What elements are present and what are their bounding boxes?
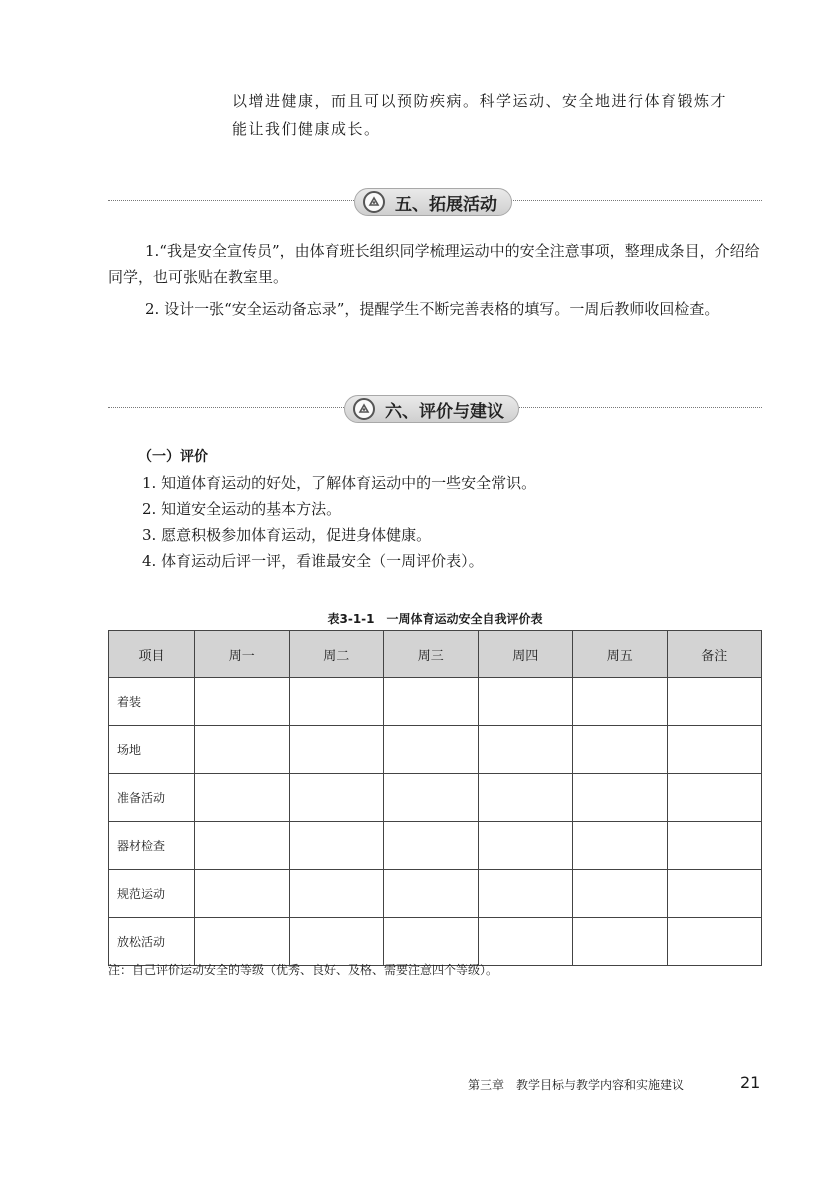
evaluation-subheading: （一）评价 — [138, 449, 208, 465]
table-cell[interactable] — [195, 918, 290, 966]
table-row — [109, 822, 762, 870]
table-cell[interactable] — [478, 678, 573, 726]
table-row — [109, 678, 762, 726]
table-caption: 表3-1-1 一周体育运动安全自我评价表 — [327, 612, 543, 626]
table-cell[interactable] — [573, 870, 668, 918]
chapter-footer: 第三章 教学目标与教学内容和实施建议 — [468, 1078, 685, 1092]
intro-line-1: 以增进健康，而且可以预防疾病。科学运动、安全地进行体育锻炼才 — [232, 92, 728, 110]
table-cell[interactable] — [289, 918, 384, 966]
section-icon — [363, 191, 385, 213]
evaluation-item-4: 4. 体育运动后评一评，看谁最安全（一周评价表）。 — [142, 552, 484, 570]
section-icon — [353, 398, 375, 420]
page-number: 21 — [740, 1073, 761, 1092]
evaluation-item-2: 2. 知道安全运动的基本方法。 — [142, 500, 342, 518]
evaluation-item-1: 1. 知道体育运动的好处，了解体育运动中的一些安全常识。 — [142, 474, 537, 492]
table-cell[interactable] — [478, 918, 573, 966]
header-wednesday: 周三 — [384, 631, 479, 678]
table-header-row — [109, 631, 762, 678]
table-cell[interactable] — [667, 870, 762, 918]
section-5-item-2: 2. 设计一张“安全运动备忘录”，提醒学生不断完善表格的填写。一周后教师收回检查。 — [145, 300, 720, 318]
table-cell[interactable] — [289, 870, 384, 918]
table-cell[interactable] — [384, 774, 479, 822]
table-cell[interactable] — [573, 774, 668, 822]
section-5-pill — [354, 188, 512, 216]
table-cell[interactable] — [667, 678, 762, 726]
row-label: 放松活动 — [109, 918, 195, 966]
evaluation-table — [108, 630, 762, 966]
table-cell[interactable] — [573, 822, 668, 870]
table-cell[interactable] — [478, 726, 573, 774]
table-cell[interactable] — [667, 726, 762, 774]
row-label: 准备活动 — [109, 774, 195, 822]
table-cell[interactable] — [195, 822, 290, 870]
header-monday: 周一 — [195, 631, 290, 678]
intro-line-2: 能让我们健康成长。 — [232, 120, 381, 138]
evaluation-item-3: 3. 愿意积极参加体育运动，促进身体健康。 — [142, 526, 432, 544]
section-6-pill — [344, 395, 519, 423]
table-cell[interactable] — [478, 822, 573, 870]
row-label: 规范运动 — [109, 870, 195, 918]
table-cell[interactable] — [384, 726, 479, 774]
table-cell[interactable] — [573, 678, 668, 726]
section-5-item-1: 1.“我是安全宣传员”，由体育班长组织同学梳理运动中的安全注意事项，整理成条目，介绍给同学，也可张贴在教室里。 — [108, 242, 760, 286]
table-cell[interactable] — [289, 774, 384, 822]
table-cell[interactable] — [289, 822, 384, 870]
row-label: 器材检查 — [109, 822, 195, 870]
table-cell[interactable] — [195, 678, 290, 726]
table-cell[interactable] — [573, 918, 668, 966]
table-cell[interactable] — [195, 870, 290, 918]
table-row — [109, 870, 762, 918]
table-cell[interactable] — [289, 678, 384, 726]
table-row — [109, 774, 762, 822]
table-cell[interactable] — [667, 774, 762, 822]
header-tuesday: 周二 — [289, 631, 384, 678]
table-cell[interactable] — [478, 870, 573, 918]
table-row — [109, 726, 762, 774]
section-6-title: 六、评价与建议 — [385, 401, 504, 422]
table-row — [109, 918, 762, 966]
table-cell[interactable] — [289, 726, 384, 774]
row-label: 着装 — [109, 678, 195, 726]
header-remarks: 备注 — [667, 631, 762, 678]
header-item: 项目 — [109, 631, 195, 678]
header-friday: 周五 — [573, 631, 668, 678]
section-6-header — [108, 395, 762, 421]
table-cell[interactable] — [384, 822, 479, 870]
table-cell[interactable] — [667, 822, 762, 870]
section-5-header — [108, 188, 762, 214]
section-5-title: 五、拓展活动 — [395, 194, 497, 215]
table-cell[interactable] — [573, 726, 668, 774]
table-cell[interactable] — [667, 918, 762, 966]
row-label: 场地 — [109, 726, 195, 774]
table-cell[interactable] — [195, 726, 290, 774]
table-cell[interactable] — [195, 774, 290, 822]
header-thursday: 周四 — [478, 631, 573, 678]
table-note: 注：自己评价运动安全的等级（优秀、良好、及格、需要注意四个等级）。 — [108, 963, 499, 977]
table-cell[interactable] — [384, 870, 479, 918]
table-cell[interactable] — [478, 774, 573, 822]
table-cell[interactable] — [384, 678, 479, 726]
table-cell[interactable] — [384, 918, 479, 966]
